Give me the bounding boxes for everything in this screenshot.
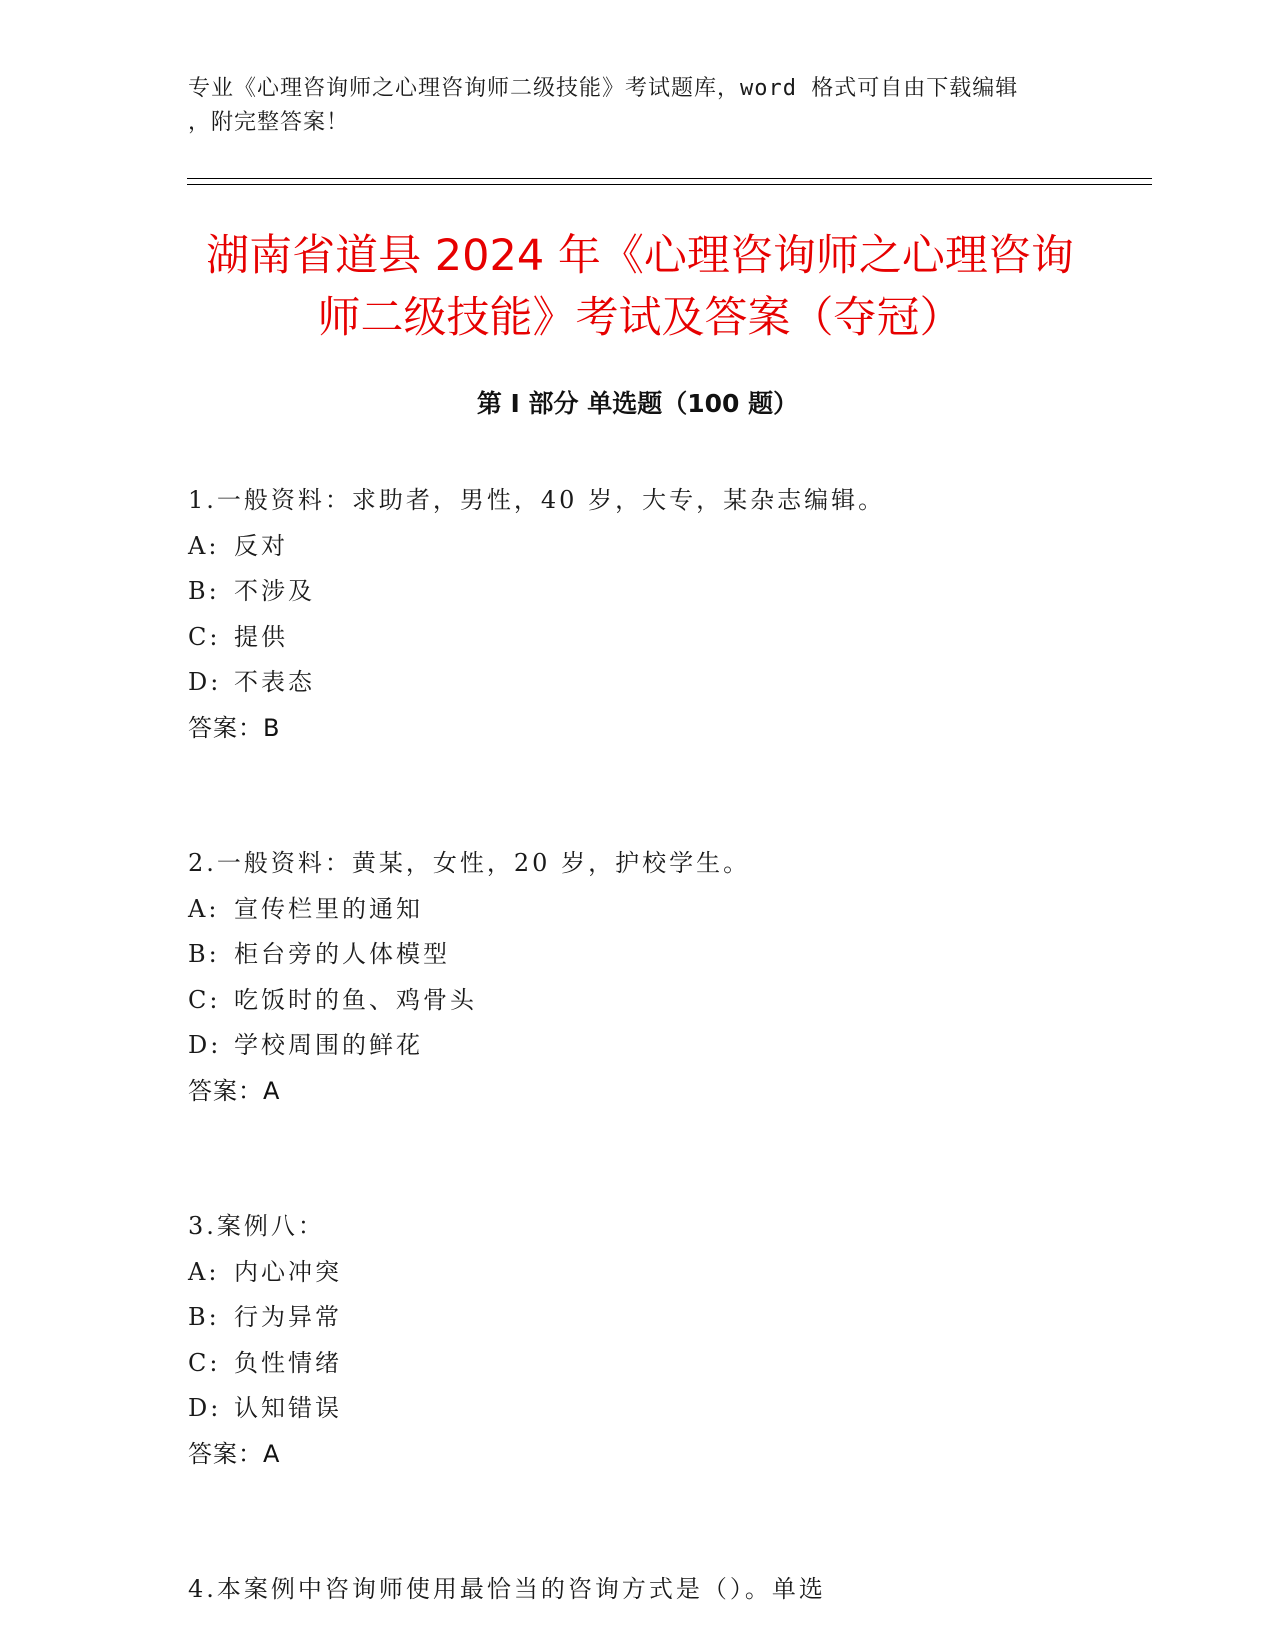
option-key: B: [188,577,220,605]
section-title: 第 I 部分 单选题（100 题） [476,389,799,418]
header-divider-top [187,178,1152,179]
option-text: 不表态 [234,668,315,696]
answer: 答案：B [188,713,281,742]
option-key: D: [188,668,222,696]
question-gap [188,1477,1148,1567]
option-key: B: [188,940,220,968]
question-gap [188,1114,1148,1204]
option-key: D: [188,1394,222,1422]
document-title-line-1: 湖南省道县 2024 年《心理咨询师之心理咨询 [206,231,1074,281]
answer: 答案：A [188,1439,281,1468]
question-stem: 1.一般资料：求助者，男性，40 岁，大专，某杂志编辑。 [188,486,886,514]
option-key: C: [188,1348,221,1377]
option-a [188,1250,1148,1296]
option-key: C: [188,985,221,1014]
option-text: 不涉及 [234,577,315,605]
option-b [188,569,1148,615]
option-c [188,615,1148,661]
option-text: 内心冲突 [234,1257,342,1286]
option-text: 吃饭时的鱼、鸡骨头 [234,985,477,1014]
option-d [188,1023,1148,1069]
option-text: 行为异常 [234,1303,342,1331]
option-text: 宣传栏里的通知 [234,894,423,923]
option-key: C: [188,622,221,651]
option-b [188,1295,1148,1341]
question-stem: 2.一般资料：黄某，女性，20 岁，护校学生。 [188,849,751,877]
question-1 [188,478,1148,751]
option-a [188,887,1148,933]
option-text: 负性情绪 [234,1348,342,1377]
option-key: A: [188,531,220,560]
option-d [188,1386,1148,1432]
question-3 [188,1204,1148,1477]
option-b [188,932,1148,978]
option-key: D: [188,1031,222,1059]
header-note-line-1: 专业《心理咨询师之心理咨询师二级技能》考试题库，word 格式可自由下载编辑 [188,76,1019,101]
header-divider-bottom [187,184,1152,185]
question-list [188,478,1148,1613]
option-key: B: [188,1303,220,1331]
header-note-line-2: ，附完整答案！ [188,110,350,135]
option-text: 认知错误 [234,1394,342,1422]
option-text: 提供 [234,622,288,651]
question-stem: 3.案例八： [188,1212,325,1240]
question-stem: 4.本案例中咨询师使用最恰当的咨询方式是（）。单选 [188,1575,826,1603]
header-note [188,72,1088,140]
option-key: A: [188,894,220,923]
option-c [188,1341,1148,1387]
question-2 [188,841,1148,1114]
question-gap [188,751,1148,841]
document-title [180,225,1100,349]
option-a [188,524,1148,570]
option-text: 柜台旁的人体模型 [234,940,450,968]
document-title-line-2: 师二级技能》考试及答案（夺冠） [317,293,963,343]
option-key: A: [188,1257,220,1286]
option-d [188,660,1148,706]
option-c [188,978,1148,1024]
option-text: 反对 [234,531,288,560]
question-4 [188,1567,1148,1613]
answer: 答案：A [188,1076,281,1105]
option-text: 学校周围的鲜花 [234,1031,423,1059]
